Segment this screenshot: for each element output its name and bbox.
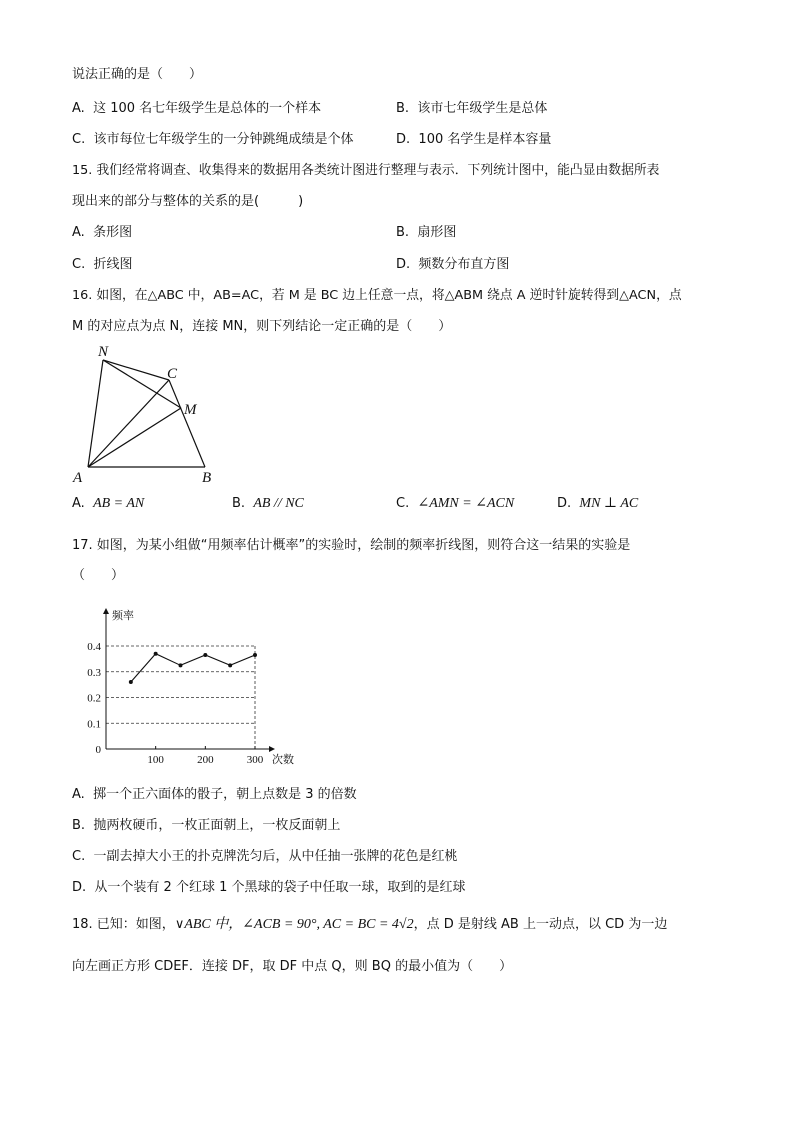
option-label: B. [396, 225, 410, 240]
frequency-data-point [228, 663, 232, 667]
option-text: 该市七年级学生是总体 [417, 101, 548, 116]
frequency-data-point [203, 653, 207, 657]
q18-intro: 18. 已知：如图， [72, 917, 175, 932]
option-text: 条形图 [93, 225, 133, 240]
option-text: AB // NC [253, 496, 304, 511]
q16-option-c [396, 495, 514, 513]
frequency-series-line [131, 654, 255, 682]
q17-stem-line1: 17. 如图，为某小组做“用频率估计概率”的实验时，绘制的频率折线图，则符合这一结果的实验是 [72, 538, 631, 553]
option-label: B. [232, 496, 246, 511]
q17-stem-line2: （ ） [72, 568, 125, 583]
segment-CB [169, 380, 205, 467]
label-N: N [98, 344, 109, 360]
q15-option-d [396, 256, 509, 274]
option-text: 掷一个正六面体的骰子，朝上点数是 3 的倍数 [93, 787, 357, 802]
x-tick-label: 300 [246, 754, 264, 766]
x-tick-label: 200 [197, 754, 214, 766]
q17-option-b [72, 817, 340, 835]
q17-option-c [72, 848, 458, 866]
option-label: C. [396, 496, 410, 511]
q14-stem-tail: 说法正确的是（ ） [72, 67, 203, 82]
q15-option-a [72, 224, 132, 242]
q18-stem-line1 [72, 914, 667, 936]
option-label: C. [72, 132, 86, 147]
option-label: A. [72, 496, 85, 511]
y-tick-label: 0.1 [87, 718, 101, 731]
x-tick-label: 100 [147, 754, 164, 766]
option-label: C. [72, 257, 86, 272]
frequency-line-chart [78, 603, 308, 773]
x-axis-label: 次数 [272, 753, 294, 766]
q14-option-d [396, 131, 551, 149]
y-axis-label: 频率 [112, 609, 134, 622]
label-C: C [167, 366, 178, 382]
segment-NA [88, 360, 103, 467]
q14-option-b [396, 100, 547, 118]
q16-stem-line2: M 的对应点为点 N，连接 MN，则下列结论一定正确的是（ ） [72, 319, 452, 334]
option-label: D. [72, 880, 87, 895]
segment-NC [103, 360, 169, 380]
frequency-data-point [129, 680, 133, 684]
option-text: 折线图 [93, 257, 133, 272]
q16-triangle-figure [70, 340, 230, 490]
option-text: MN ⊥ AC [579, 496, 639, 511]
q15-stem-line1: 15. 我们经常将调查、收集得来的数据用各类统计图进行整理与表示．下列统计图中，能凸显由数据所表 [72, 163, 660, 178]
option-label: C. [72, 849, 86, 864]
q18-triangle: ABC 中， [184, 917, 243, 932]
q15-option-c [72, 256, 133, 274]
frequency-data-point [179, 663, 183, 667]
option-label: D. [396, 257, 411, 272]
y-tick-label: 0.4 [87, 641, 101, 653]
triangle-symbol: ∨ [174, 917, 185, 932]
option-text: 该市每位七年级学生的一分钟跳绳成绩是个体 [93, 132, 354, 147]
option-label: A. [72, 101, 85, 116]
q18-condition: ∠ACB = 90°, AC = BC = 4√2 [242, 917, 414, 932]
option-text: AB = AN [93, 496, 145, 511]
q17-option-d [72, 879, 466, 897]
q16-stem-line1: 16. 如图，在△ABC 中，AB=AC，若 M 是 BC 边上任意一点，将△ABM 绕点 A 逆时针旋转得到△ACN，点 [72, 288, 682, 303]
q16-option-a [72, 495, 144, 513]
option-text: 扇形图 [417, 225, 457, 240]
option-label: A. [72, 225, 85, 240]
option-text: 从一个装有 2 个红球 1 个黑球的袋子中任取一球，取到的是红球 [94, 880, 466, 895]
option-text: 一副去掉大小王的扑克牌洗匀后，从中任抽一张牌的花色是红桃 [93, 849, 458, 864]
label-A: A [73, 470, 83, 486]
q16-option-d [557, 495, 638, 513]
q16-option-b [232, 495, 304, 513]
option-label: D. [396, 132, 411, 147]
label-M: M [184, 402, 197, 418]
frequency-data-point [253, 653, 257, 657]
q18-intro-rest: ，点 D 是射线 AB 上一动点，以 CD 为一边 [413, 917, 668, 932]
frequency-data-point [154, 652, 158, 656]
option-label: B. [396, 101, 410, 116]
option-text: 这 100 名七年级学生是总体的一个样本 [93, 101, 322, 116]
option-text: 100 名学生是样本容量 [418, 132, 552, 147]
q15-stem-line2: 现出来的部分与整体的关系的是( ) [72, 194, 304, 209]
q18-stem-line2: 向左画正方形 CDEF．连接 DF，取 DF 中点 Q，则 BQ 的最小值为（ ） [72, 959, 513, 974]
option-label: B. [72, 818, 86, 833]
y-tick-label: 0 [95, 744, 101, 756]
option-text: ∠AMN = ∠ACN [417, 496, 515, 511]
q14-option-a [72, 100, 321, 118]
y-tick-label: 0.3 [87, 666, 101, 679]
label-B: B [202, 470, 212, 486]
option-label: A. [72, 787, 85, 802]
option-text: 抛两枚硬币，一枚正面朝上，一枚反面朝上 [93, 818, 341, 833]
option-text: 频数分布直方图 [418, 257, 510, 272]
q15-option-b [396, 224, 456, 242]
q17-option-a [72, 786, 357, 804]
y-tick-label: 0.2 [87, 692, 101, 705]
q14-option-c [72, 131, 354, 149]
option-label: D. [557, 496, 572, 511]
